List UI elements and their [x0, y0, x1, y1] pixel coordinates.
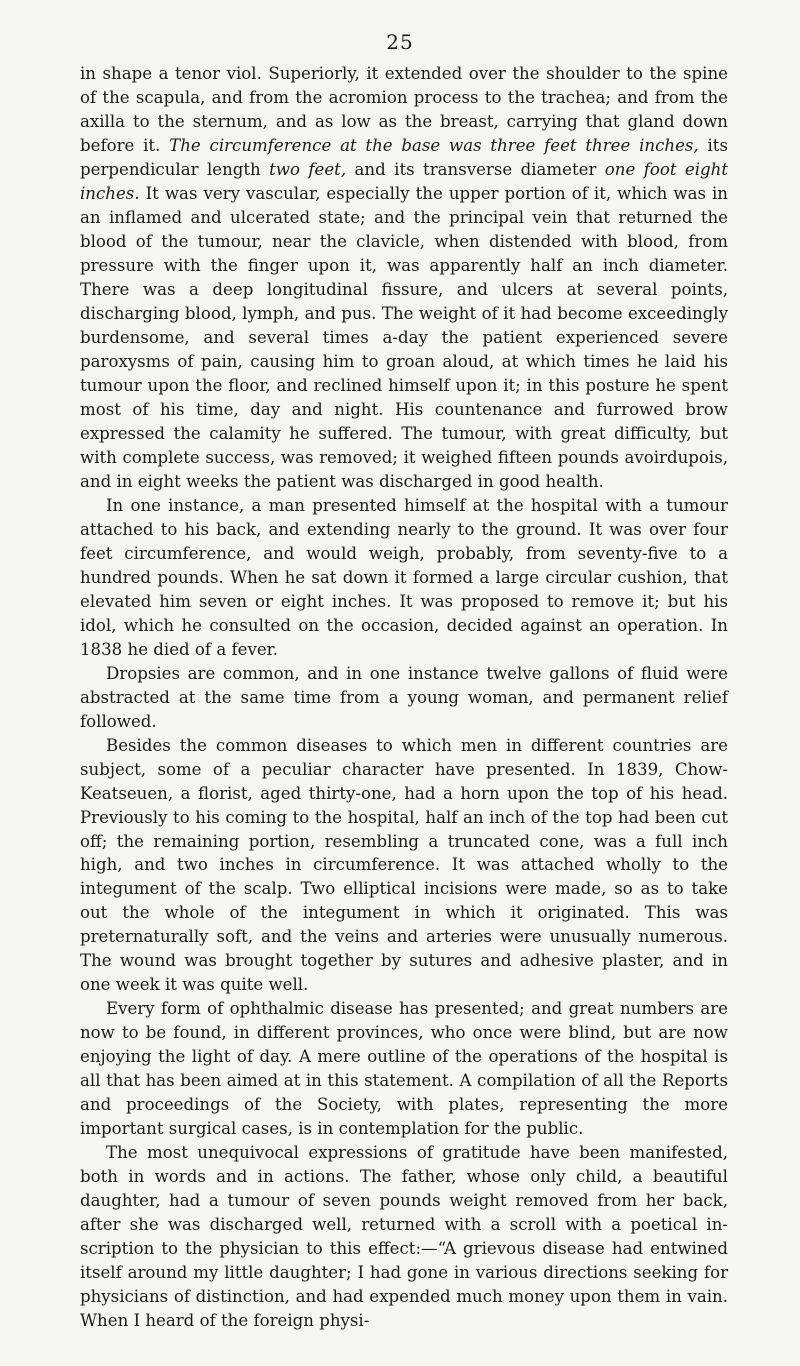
paragraph-dropsies — [80, 662, 728, 734]
italic-run: The circumference at the base was three feet three inches, — [169, 135, 699, 155]
italic-run: two feet, — [269, 159, 347, 179]
page-number: 25 — [386, 30, 414, 54]
paragraph-gratitude — [80, 1141, 728, 1333]
text-run: and its transverse diameter — [346, 159, 605, 179]
text-run: Besides the common diseases to which men in different countries are subject, some of a peculiar character have presented. In 1839, Chow-Keatseuen, a florist, aged thirty-one, had a horn upon the top of his head. Previously to his coming to the hospital, half an inch of the top had been cut off; the remaining portion, resembling a truncated cone, was a full inch high, and two inches in circumference. It was attached wholly to the integument of the scalp. Two elliptical incisions were made, so as to take out the whole of the integument in which it originated. This was preternaturally soft, and the veins and arteries were unusually numerous. The wound was brought together by sutures and adhesive plaster, and in one week it was quite well. — [80, 735, 728, 995]
body-text — [80, 62, 728, 1333]
text-run: It was very vascular, especially the upper portion of it, which was in an inflamed and ulcerated state; and the principal vein that returned the blood of the tumour, near the clavicle, when distended with blood, from pressure with the finger upon it, was apparently half an inch diameter. There was a deep longitudinal fissure, and ulcers at several points, discharging blood, lymph, and pus. The weight of it had become exceedingly burdensome, and several times a-day the patient experienced severe paroxysms of pain, causing him to groan aloud, at which times he laid his tumour upon the floor, and reclined himself upon it; in this posture he spent most of his time, day and night. His countenance and furrowed brow expressed the calamity he suffered. The tumour, with great difficulty, but with complete success, was removed; it weighed fifteen pounds avoirdupois, and in eight weeks the patient was discharged in good health. — [80, 183, 728, 491]
text-run: In one instance, a man presented himself at the hospital with a tumour attached to his back, and extending nearly to the ground. It was over four feet circumference, and would weigh, probably, from seventy-five to a hundred pounds. When he sat down it formed a large circular cushion, that elevated him seven or eight inches. It was proposed to remove it; but his idol, which he consulted on the occasion, decided against an operation. In 1838 he died of a fever. — [80, 495, 728, 659]
paragraph-horn — [80, 734, 728, 998]
text-run: Every form of ophthalmic disease has presented; and great numbers are now to be found, in different provinces, who once were blind, but are now enjoying the light of day. A mere outline of the operations of the hospital is all that has been aimed at in this statement. A compilation of all the Reports and proceedings of the Society, with plates, representing the more important surgical cases, is in contemplation for the public. — [80, 999, 728, 1139]
text-run: its perpendicular length — [80, 135, 728, 179]
paragraph-back-tumour — [80, 494, 728, 662]
text-run: Dropsies are common, and in one instance twelve gallons of fluid were abstracted at the same time from a young woman, and permanent relief followed. — [80, 663, 728, 731]
text-run: The most unequivocal expressions of gratitude have been manifested, both in words and in actions. The father, whose only child, a beautiful daughter, had a tumour of seven pounds weight removed from her back, after she was discharged well, returned with a scroll with a poetical inscription to the physician to this effect:—“A grievous disease had entwined itself around my little daughter; I had gone in various directions seeking for physicians of distinction, and had expended much money upon them in vain. When I heard of the foreign physi- — [80, 1143, 728, 1331]
italic-run: one foot eight inches. — [80, 159, 728, 203]
paragraph-ophthalmic — [80, 997, 728, 1141]
paragraph-tumour-description — [80, 62, 728, 494]
text-run: in shape a tenor viol. Superiorly, it extended over the shoulder to the spine of the scapula, and from the acromion process to the trachea; and from the axilla to the sternum, and as low as the breast, carrying that gland down before it. — [80, 64, 728, 155]
